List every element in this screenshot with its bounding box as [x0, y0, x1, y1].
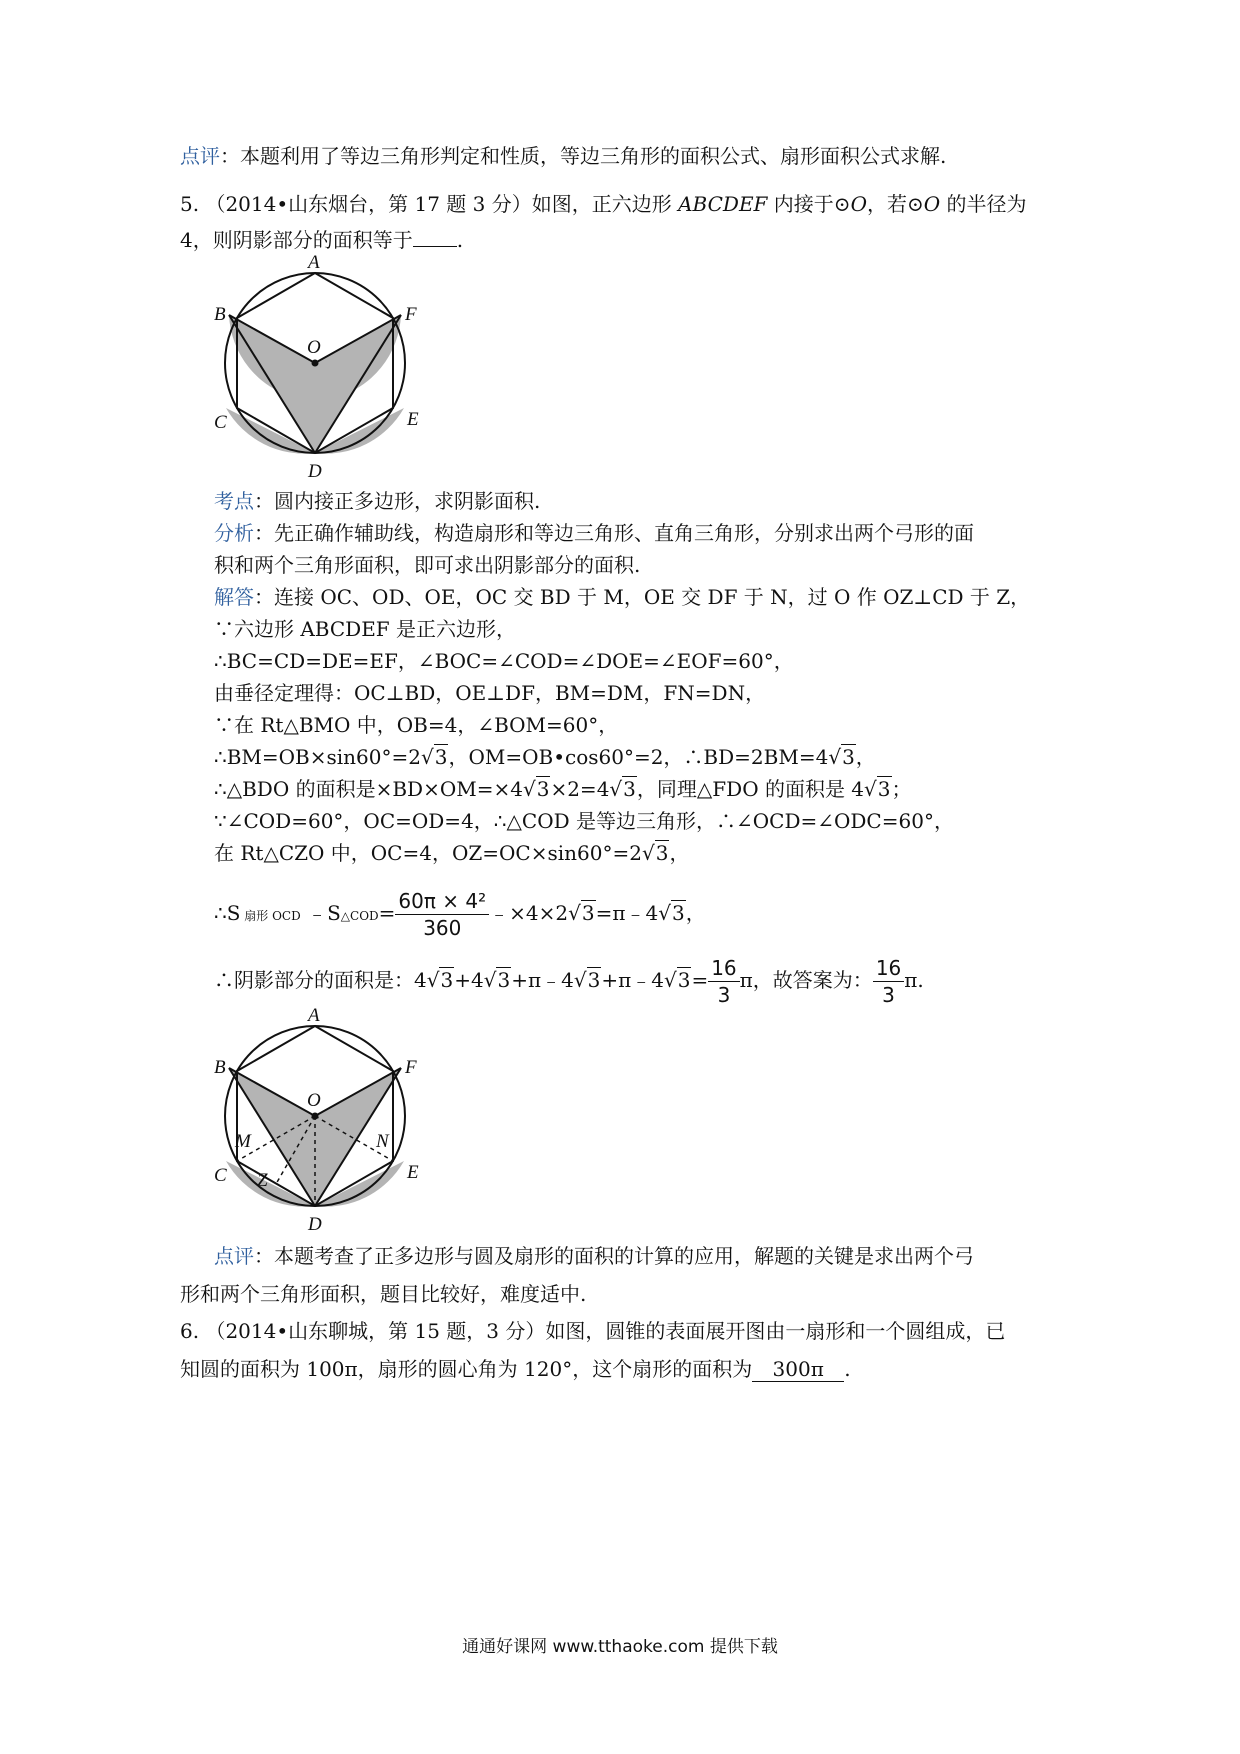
- solution-step-1: ∵六边形 ABCDEF 是正六边形，: [214, 617, 517, 641]
- sqrt: √3: [420, 745, 448, 769]
- question-6-line-2: 知圆的面积为 100π，扇形的圆心角为 120°，这个扇形的面积为 300π .: [180, 1357, 851, 1381]
- solution-label: 解答: [214, 585, 254, 609]
- label-A: A: [308, 255, 320, 273]
- label-E: E: [407, 409, 419, 430]
- footer: 通通好课网 www.tthaoke.com 提供下载: [462, 1637, 778, 1657]
- label-D: D: [308, 461, 322, 482]
- answer-blank: [413, 246, 457, 247]
- remark-label: 点评: [180, 144, 220, 168]
- label-C: C: [214, 1165, 227, 1186]
- fraction: $\frac{\text{60π × 4²}}{360}$: [395, 888, 489, 941]
- key-point-label: 考点: [214, 489, 254, 513]
- solution-step-5: ∴BM=OB×sin60°=2√3，OM=OB•cos60°=2，∴BD=2BM=4√3，: [214, 745, 876, 769]
- label-O: O: [307, 337, 321, 358]
- analysis-label: 分析: [214, 521, 254, 545]
- question-5-line-1: 5. （2014•山东烟台，第 17 题 3 分）如图，正六边形 ABCDEF 内接于⊙O，若⊙O 的半径为: [180, 192, 1027, 216]
- label-F: F: [405, 1057, 417, 1078]
- fraction: $\frac{16}{3}$: [708, 955, 739, 1008]
- label-O: O: [307, 1090, 321, 1111]
- solution-step-6: ∴△BDO 的面积是×BD×OM=×4√3×2=4√3，同理△FDO 的面积是 4√3；: [214, 777, 912, 801]
- question-5-line-2: 4，则阴影部分的面积等于 .: [180, 228, 464, 252]
- solution-step-9: ∴S 扇形 OCD ﹣S△COD= $\frac{\text{60π × 4²}}{360}$ ﹣×4×2√3=π﹣4√3，: [214, 889, 706, 940]
- hexagon-figure-2: [200, 1008, 420, 1238]
- solution-line-1: 解答：连接 OC、OD、OE，OC 交 BD 于 M，OE 交 DF 于 N，过 O 作 OZ⊥CD 于 Z，: [214, 585, 1031, 609]
- key-point-line: 考点：圆内接正多边形，求阴影面积.: [214, 489, 541, 513]
- label-N: N: [376, 1131, 389, 1152]
- solution-step-7: ∵∠COD=60°，OC=OD=4，∴△COD 是等边三角形，∴∠OCD=∠ODC=60°，: [214, 809, 954, 833]
- solution-step-10: ∴阴影部分的面积是：4√3+4√3+π﹣4√3+π﹣4√3= $\frac{16}{3}$ π，故答案为： $\frac{16}{3}$ π.: [214, 956, 924, 1007]
- analysis-line-2: 积和两个三角形面积，即可求出阴影部分的面积.: [214, 553, 641, 577]
- label-B: B: [214, 304, 226, 325]
- remark-2-line-2: 形和两个三角形面积，题目比较好，难度适中.: [180, 1282, 587, 1306]
- solution-step-4: ∵在 Rt△BMO 中，OB=4，∠BOM=60°，: [214, 713, 619, 737]
- solution-step-2: ∴BC=CD=DE=EF，∠BOC=∠COD=∠DOE=∠EOF=60°，: [214, 649, 794, 673]
- answer-300pi: 300π: [752, 1357, 844, 1382]
- label-B: B: [214, 1057, 226, 1078]
- solution-step-8: 在 Rt△CZO 中，OC=4，OZ=OC×sin60°=2√3，: [214, 841, 690, 865]
- analysis-line-1: 分析：先正确作辅助线，构造扇形和等边三角形、直角三角形，分别求出两个弓形的面: [214, 521, 974, 545]
- label-Z: Z: [257, 1170, 268, 1191]
- label-A: A: [308, 1008, 320, 1026]
- label-C: C: [214, 412, 227, 433]
- question-6-line-1: 6. （2014•山东聊城，第 15 题，3 分）如图，圆锥的表面展开图由一扇形和一个圆组成，已: [180, 1319, 1006, 1343]
- label-F: F: [405, 304, 417, 325]
- fraction: $\frac{16}{3}$: [873, 955, 904, 1008]
- label-M: M: [235, 1131, 251, 1152]
- remark-2-line-1: 点评：本题考查了正多边形与圆及扇形的面积的计算的应用，解题的关键是求出两个弓: [214, 1244, 974, 1268]
- remark-2-label: 点评: [214, 1244, 254, 1268]
- label-D: D: [308, 1214, 322, 1235]
- hexagon-figure-1: [200, 255, 420, 485]
- solution-step-3: 由垂径定理得：OC⊥BD，OE⊥DF，BM=DM，FN=DN，: [214, 681, 766, 705]
- remark-line-1: 点评：本题利用了等边三角形判定和性质，等边三角形的面积公式、扇形面积公式求解.: [180, 144, 947, 168]
- label-E: E: [407, 1162, 419, 1183]
